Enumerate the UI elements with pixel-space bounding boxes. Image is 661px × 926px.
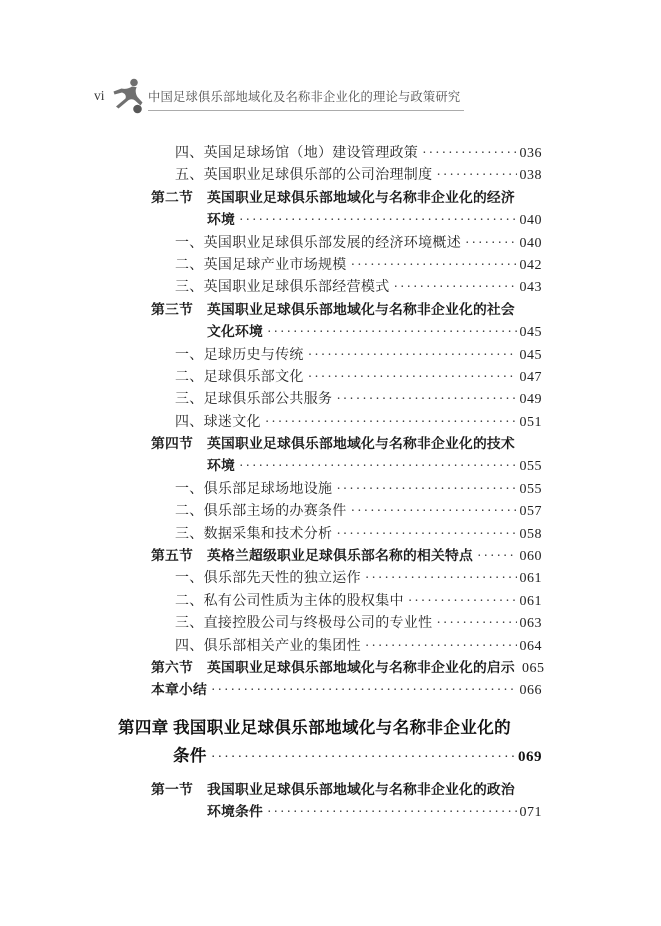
entry-page: 045	[519, 325, 542, 341]
dot-leader	[336, 388, 516, 410]
entry-label: 二、俱乐部主场的办赛条件	[175, 504, 347, 520]
dot-leader	[239, 209, 517, 231]
section-number: 第六节	[151, 659, 193, 675]
entry-page: 055	[519, 481, 542, 497]
toc-entry	[118, 635, 542, 657]
toc-entry	[118, 344, 542, 366]
section-title-cont: 环境条件	[207, 804, 263, 820]
section-title-cont: 环境	[207, 458, 235, 474]
entry-label: 二、足球俱乐部文化	[175, 369, 304, 385]
entry-page: 043	[519, 280, 542, 296]
toc-entry	[118, 500, 542, 522]
entry-page: 047	[519, 369, 542, 385]
entry-page: 058	[519, 526, 542, 542]
toc-chapter-heading	[118, 714, 542, 742]
toc-entry	[118, 142, 542, 164]
entry-label: 三、足球俱乐部公共服务	[175, 392, 333, 408]
toc-entry	[118, 523, 542, 545]
entry-label: 二、私有公司性质为主体的股权集中	[175, 593, 404, 609]
dot-leader	[436, 612, 516, 634]
section-number: 第三节	[151, 301, 193, 317]
section-title: 英国职业足球俱乐部地域化与名称非企业化的经济	[207, 189, 515, 205]
entry-label: 一、足球历史与传统	[175, 347, 304, 363]
toc-entry	[118, 276, 542, 298]
section-title-cont: 环境	[207, 212, 235, 228]
toc-entry	[118, 590, 542, 612]
entry-label: 四、英国足球场馆（地）建设管理政策	[175, 146, 419, 161]
folio-page-number: vi	[94, 88, 105, 103]
entry-label: 二、英国足球产业市场规模	[175, 257, 347, 273]
section-number: 第五节	[151, 548, 193, 564]
soccer-player-icon	[110, 76, 150, 116]
section-title-cont: 文化环境	[207, 324, 263, 340]
dot-leader	[265, 411, 517, 433]
entry-label: 本章小结	[151, 682, 207, 698]
section-number: 第四节	[151, 436, 193, 452]
toc-section-heading	[118, 187, 542, 209]
dot-leader	[465, 232, 517, 254]
entry-page: 038	[519, 168, 542, 184]
toc-entry	[118, 478, 542, 500]
entry-label: 五、英国职业足球俱乐部的公司治理制度	[175, 168, 433, 184]
entry-page: 055	[519, 459, 542, 475]
dot-leader	[336, 478, 516, 500]
entry-page: 069	[518, 748, 542, 765]
dot-leader	[394, 276, 517, 298]
dot-leader	[308, 344, 517, 366]
toc-entry	[118, 388, 542, 410]
entry-page: 064	[519, 638, 542, 654]
toc-section-heading	[118, 299, 542, 321]
section-number: 第二节	[151, 189, 193, 205]
toc-entry	[118, 612, 542, 634]
entry-label: 四、俱乐部相关产业的集团性	[175, 638, 361, 654]
entry-label: 一、俱乐部足球场地设施	[175, 481, 333, 497]
toc-section-heading	[118, 779, 542, 801]
dot-leader	[408, 590, 517, 612]
chapter-title-cont: 条件	[173, 745, 207, 765]
entry-label: 一、英国职业足球俱乐部发展的经济环境概述	[175, 235, 461, 251]
dot-leader	[308, 366, 517, 388]
toc-section-heading	[118, 545, 542, 567]
entry-page: 040	[519, 235, 542, 251]
dot-leader	[351, 254, 517, 276]
entry-page: 063	[519, 616, 542, 632]
dot-leader	[239, 455, 517, 477]
entry-page: 042	[519, 257, 542, 273]
chapter-number: 第四章	[118, 717, 169, 737]
toc-entry	[118, 164, 542, 186]
dot-leader	[477, 545, 517, 567]
dot-leader	[365, 635, 517, 657]
dot-leader	[336, 523, 516, 545]
toc-section-continuation	[118, 455, 542, 477]
toc-section-heading	[118, 657, 545, 679]
section-title: 英格兰超级职业足球俱乐部名称的相关特点	[207, 548, 473, 564]
table-of-contents	[118, 142, 545, 824]
entry-page: 071	[519, 805, 542, 821]
entry-page: 040	[519, 213, 542, 229]
toc-chapter-continuation	[118, 742, 542, 770]
chapter-title: 我国职业足球俱乐部地域化与名称非企业化的	[173, 717, 511, 737]
entry-label: 三、英国职业足球俱乐部经营模式	[175, 280, 390, 296]
entry-label: 四、球迷文化	[175, 414, 261, 430]
entry-page: 061	[519, 571, 542, 587]
entry-page: 049	[519, 392, 542, 408]
toc-section-continuation	[118, 801, 542, 823]
dot-leader	[436, 164, 516, 186]
toc-section-heading	[118, 433, 542, 455]
entry-page: 057	[519, 504, 542, 520]
entry-label: 三、直接控股公司与终极母公司的专业性	[175, 616, 433, 632]
entry-label: 三、数据采集和技术分析	[175, 526, 333, 542]
entry-page: 051	[519, 414, 542, 430]
dot-leader	[211, 679, 517, 701]
toc-entry	[118, 254, 542, 276]
dot-leader	[351, 500, 517, 522]
section-title: 我国职业足球俱乐部地域化与名称非企业化的政治	[207, 781, 515, 797]
toc-entry	[118, 232, 542, 254]
entry-page: 045	[519, 347, 542, 363]
entry-label: 一、俱乐部先天性的独立运作	[175, 571, 361, 587]
dot-leader	[267, 801, 517, 823]
toc-entry	[118, 366, 542, 388]
entry-page: 065	[521, 660, 545, 676]
toc-section-continuation	[118, 321, 542, 343]
section-title: 英国职业足球俱乐部地域化与名称非企业化的启示	[207, 659, 515, 675]
toc-entry	[118, 567, 542, 589]
dot-leader	[267, 321, 517, 343]
toc-entry	[118, 411, 542, 433]
entry-page: 061	[519, 593, 542, 609]
toc-section-continuation	[118, 209, 542, 231]
section-title: 英国职业足球俱乐部地域化与名称非企业化的社会	[207, 301, 515, 317]
running-title: 中国足球俱乐部地域化及名称非企业化的理论与政策研究	[148, 87, 464, 111]
dot-leader	[365, 567, 517, 589]
chapter-summary-entry	[118, 679, 542, 701]
dot-leader	[211, 744, 515, 772]
entry-page: 036	[519, 146, 542, 161]
section-title: 英国职业足球俱乐部地域化与名称非企业化的技术	[207, 436, 515, 452]
dot-leader	[422, 142, 516, 164]
entry-page: 066	[519, 683, 542, 699]
section-number: 第一节	[151, 781, 193, 797]
entry-page: 060	[519, 549, 542, 565]
